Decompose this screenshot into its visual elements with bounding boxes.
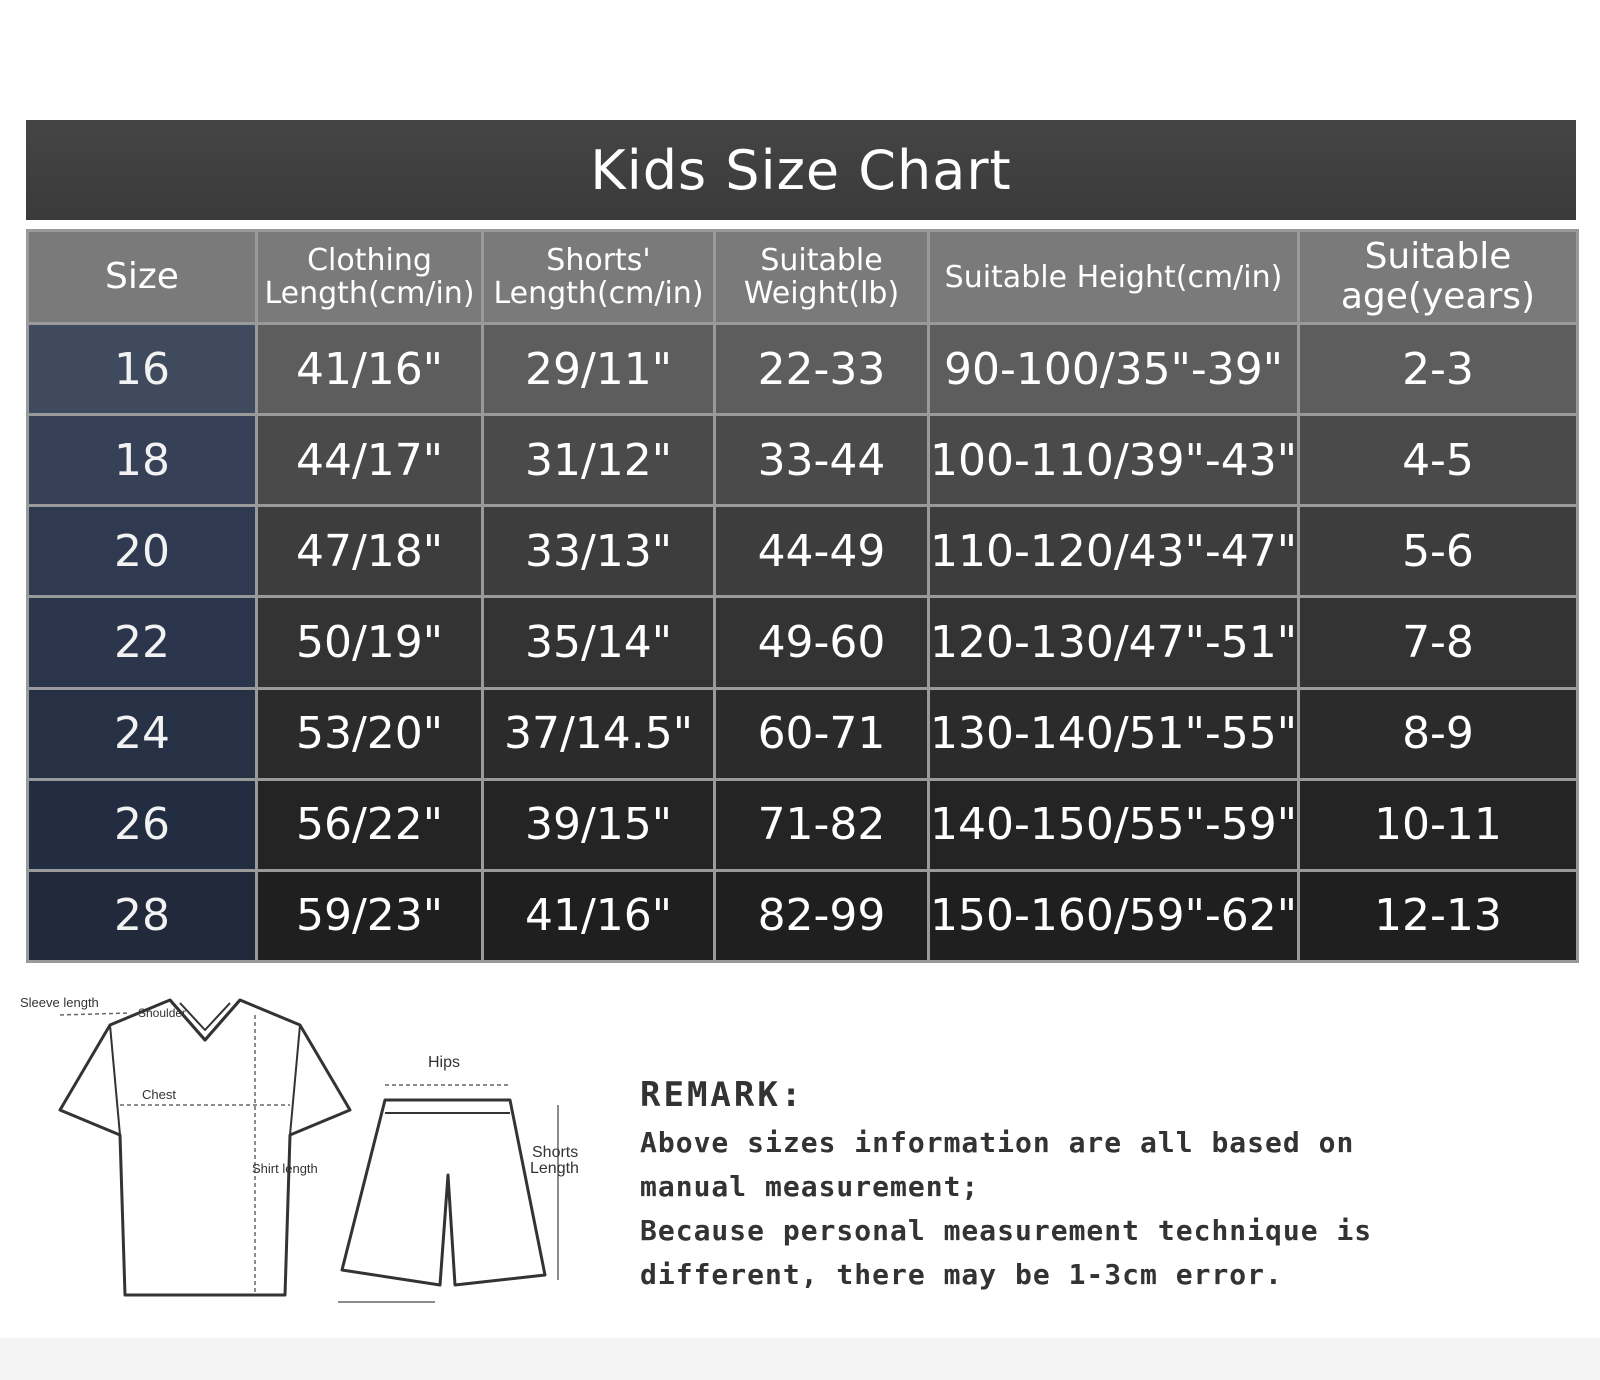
table-cell: 110-120/43"-47" [929, 506, 1299, 597]
table-body [28, 324, 1578, 962]
table-cell: 60-71 [715, 688, 929, 779]
table-cell: 90-100/35"-39" [929, 324, 1299, 415]
table-cell: 7-8 [1299, 597, 1578, 688]
table-cell: 33/13" [483, 506, 715, 597]
chest-label: Chest [142, 1087, 176, 1102]
table-cell: 37/14.5" [483, 688, 715, 779]
column-header [28, 231, 257, 324]
size-cell: 24 [28, 688, 257, 779]
chart-title: Kids Size Chart [26, 120, 1576, 220]
table-cell: 41/16" [257, 324, 483, 415]
table-cell: 2-3 [1299, 324, 1578, 415]
remark-line: manual measurement; [640, 1170, 980, 1203]
remark-line: Above sizes information are all based on [640, 1126, 1355, 1159]
table-cell: 31/12" [483, 415, 715, 506]
table-cell: 5-6 [1299, 506, 1578, 597]
column-header-line: Suitable [760, 243, 883, 278]
column-header-line: Size [105, 256, 179, 298]
column-header-line: Length(cm/in) [493, 276, 704, 311]
table-cell: 130-140/51"-55" [929, 688, 1299, 779]
table-row [28, 415, 1578, 506]
column-header-line: Suitable Height(cm/in) [944, 259, 1283, 295]
table-row [28, 779, 1578, 870]
size-cell: 28 [28, 870, 257, 961]
table-cell: 29/11" [483, 324, 715, 415]
table-cell: 4-5 [1299, 415, 1578, 506]
table-cell: 12-13 [1299, 870, 1578, 961]
size-cell: 20 [28, 506, 257, 597]
table-cell: 44-49 [715, 506, 929, 597]
table-cell: 150-160/59"-62" [929, 870, 1299, 961]
table-cell: 49-60 [715, 597, 929, 688]
table-cell: 140-150/55"-59" [929, 779, 1299, 870]
column-header [483, 231, 715, 324]
column-header-line: Clothing [307, 243, 432, 278]
column-header [929, 231, 1299, 324]
size-table [26, 229, 1579, 963]
column-header-line: Weight(lb) [743, 276, 900, 311]
table-cell: 8-9 [1299, 688, 1578, 779]
shorts-illustration [342, 1100, 545, 1285]
size-cell: 22 [28, 597, 257, 688]
table-row [28, 506, 1578, 597]
table-cell: 56/22" [257, 779, 483, 870]
table-cell: 53/20" [257, 688, 483, 779]
table-cell: 71-82 [715, 779, 929, 870]
shirt-length-label: Shirt length [252, 1161, 318, 1176]
bottom-band [0, 1338, 1600, 1380]
table-row [28, 324, 1578, 415]
table-cell: 10-11 [1299, 779, 1578, 870]
column-header [715, 231, 929, 324]
size-cell: 16 [28, 324, 257, 415]
table-cell: 100-110/39"-43" [929, 415, 1299, 506]
title-separator [26, 221, 1576, 229]
column-header [257, 231, 483, 324]
remark-block [640, 1075, 1400, 1297]
table-row [28, 870, 1578, 961]
table-row [28, 688, 1578, 779]
size-cell: 26 [28, 779, 257, 870]
table-cell: 33-44 [715, 415, 929, 506]
size-cell: 18 [28, 415, 257, 506]
column-header-line: Length(cm/in) [264, 276, 475, 311]
remark-line: Because personal measurement technique is [640, 1214, 1373, 1247]
table-cell: 47/18" [257, 506, 483, 597]
table-cell: 120-130/47"-51" [929, 597, 1299, 688]
shorts-length-label-1: Shorts [532, 1144, 579, 1161]
sleeve-length-label: Sleeve length [20, 995, 99, 1010]
remark-line: different, there may be 1-3cm error. [640, 1258, 1283, 1291]
hips-label: Hips [428, 1054, 461, 1071]
shoulder-label: Shoulder [138, 1006, 187, 1020]
remark-title: REMARK: [640, 1075, 805, 1115]
table-row [28, 597, 1578, 688]
table-cell: 39/15" [483, 779, 715, 870]
shirt-illustration [60, 1000, 350, 1295]
column-header [1299, 231, 1578, 324]
table-cell: 35/14" [483, 597, 715, 688]
column-header-line: Suitable [1364, 236, 1512, 278]
column-header-line: age(years) [1340, 276, 1536, 317]
header-row [28, 231, 1578, 324]
table-cell: 22-33 [715, 324, 929, 415]
table-cell: 82-99 [715, 870, 929, 961]
garment-diagram [20, 995, 620, 1335]
table-cell: 44/17" [257, 415, 483, 506]
table-cell: 50/19" [257, 597, 483, 688]
table-cell: 59/23" [257, 870, 483, 961]
column-header-line: Shorts' [546, 243, 651, 278]
table-cell: 41/16" [483, 870, 715, 961]
shorts-length-label-2: Length [530, 1160, 579, 1177]
